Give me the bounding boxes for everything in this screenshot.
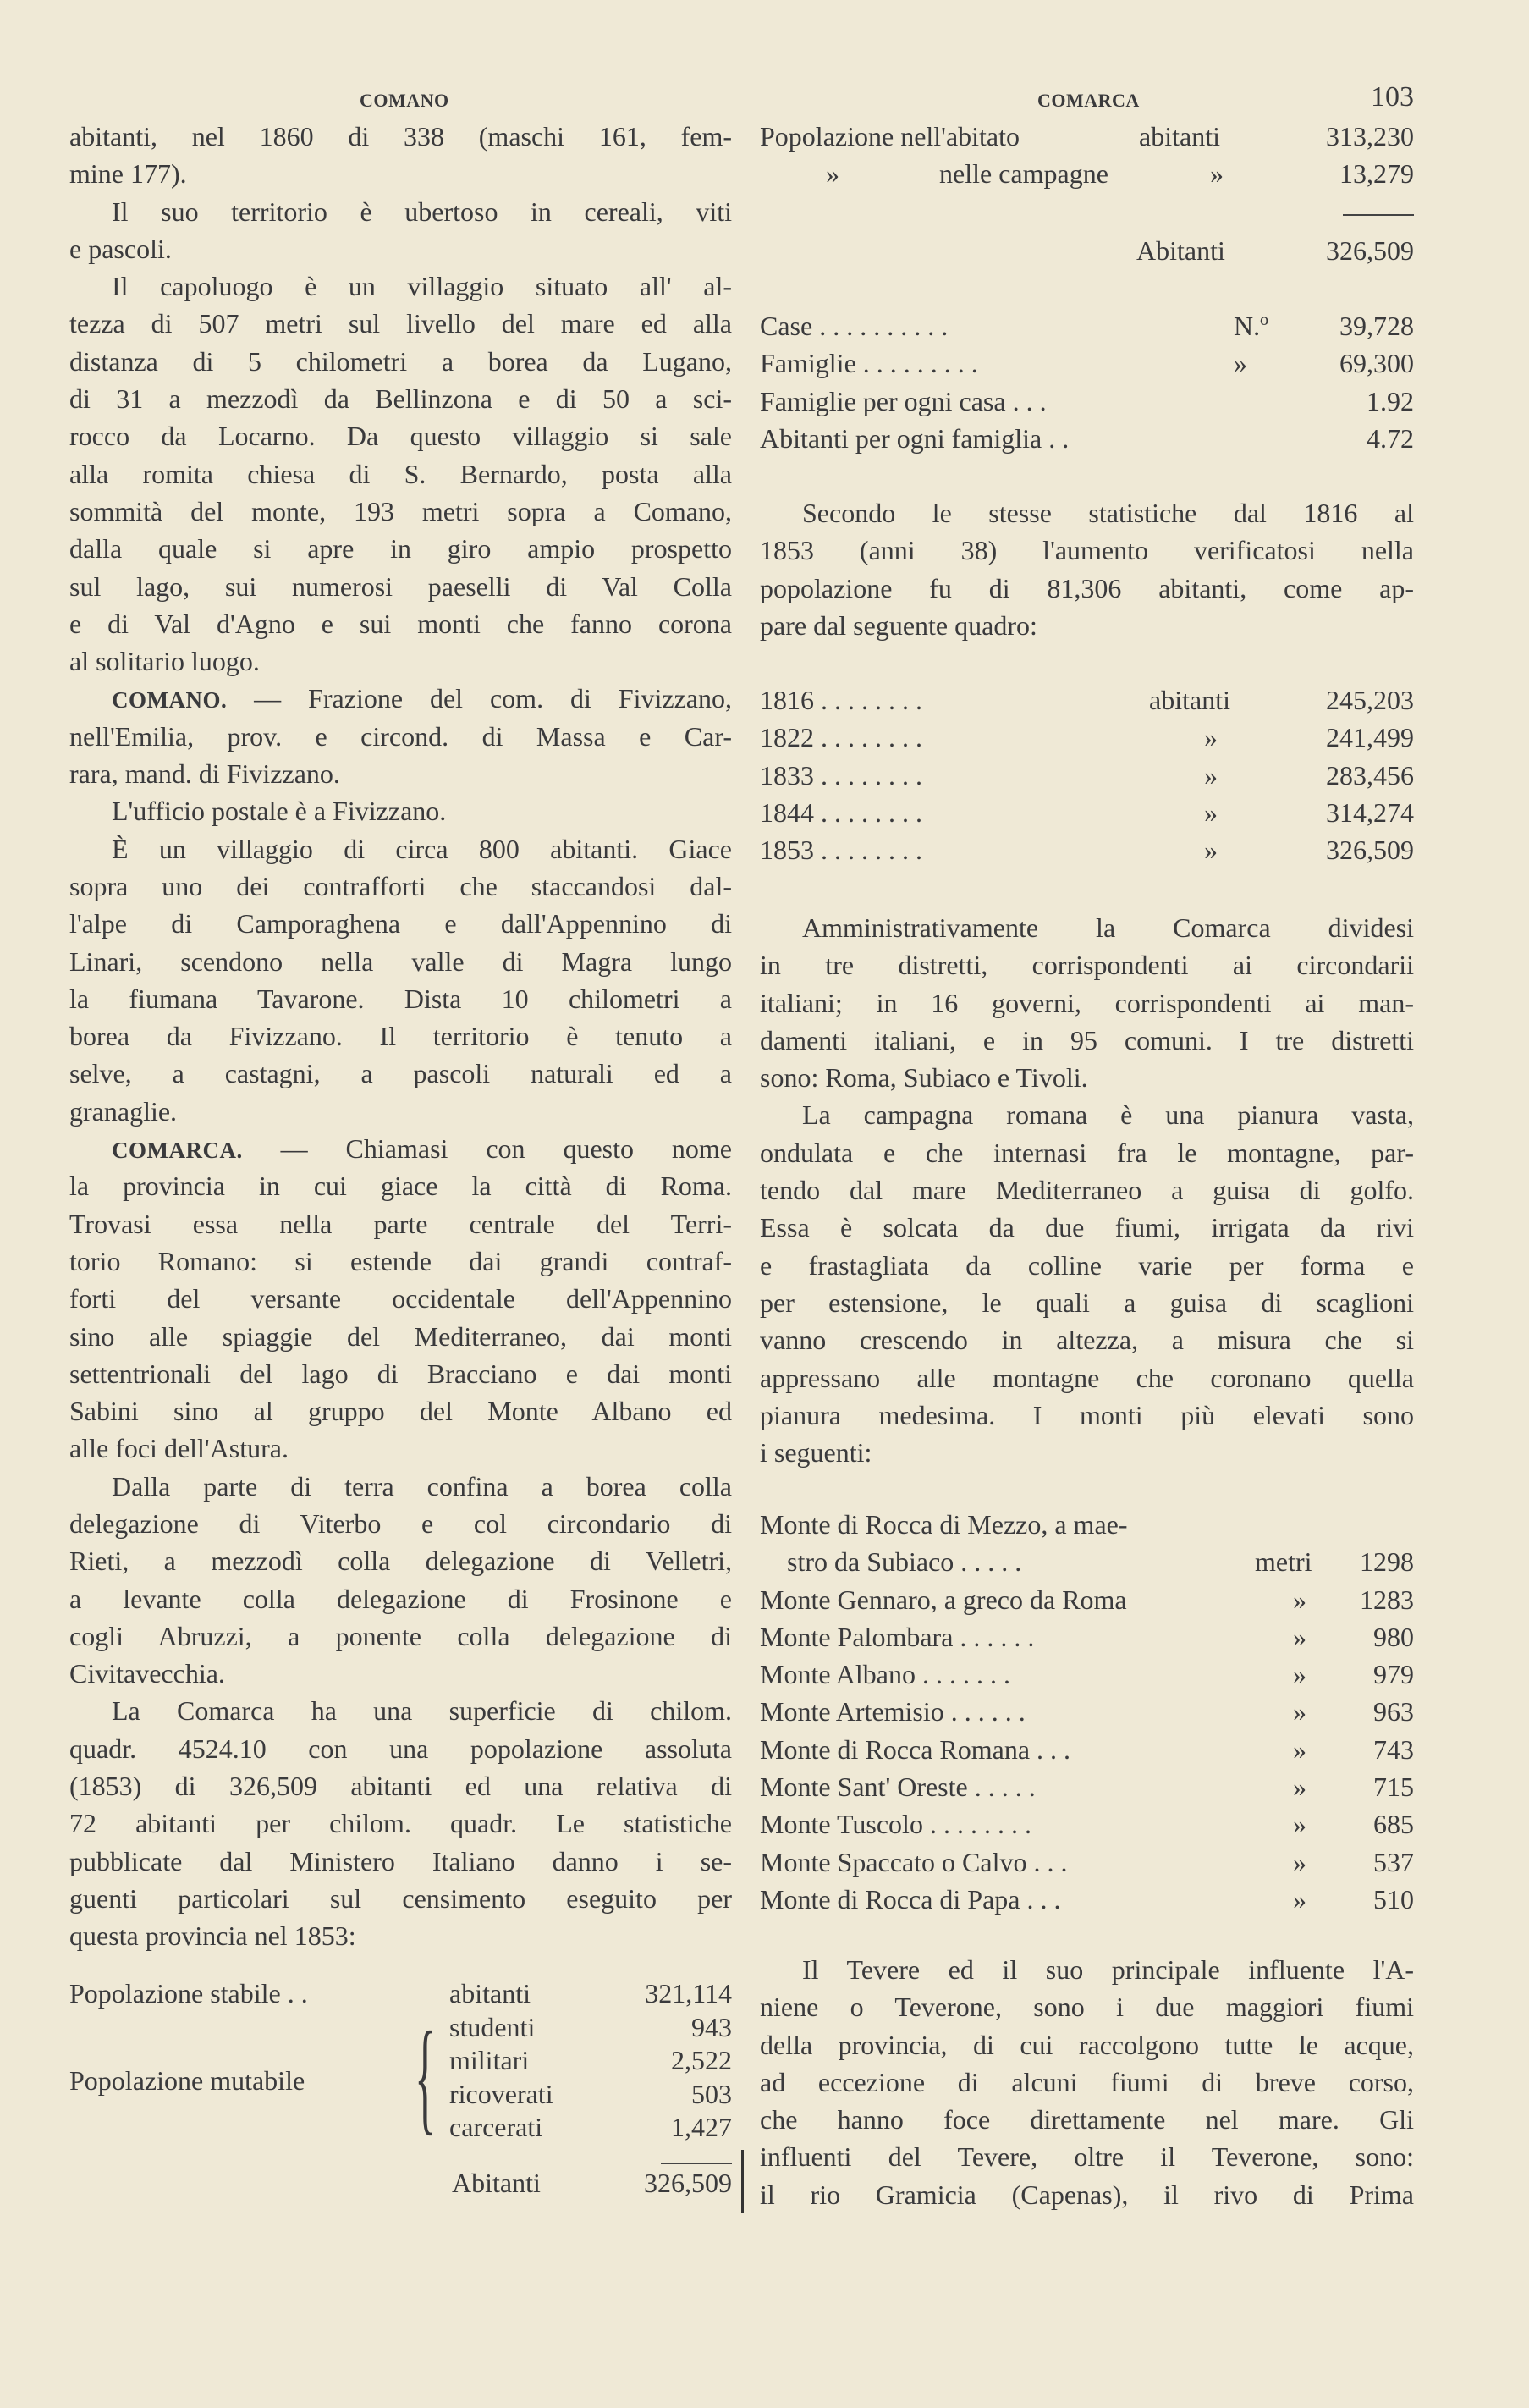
line-text: i seguenti:: [760, 1437, 872, 1468]
case-value: 39,728: [1339, 311, 1414, 341]
census-category: ricoverati: [449, 2078, 553, 2109]
abitato-unit: abitanti: [1139, 121, 1220, 152]
abitato-total-label: Abitanti: [1136, 235, 1225, 266]
campagne-unit: »: [1210, 158, 1224, 190]
abitato-label: Popolazione nell'abitato: [760, 121, 1020, 152]
line-text: Trovasi essa nella parte centrale del Terri-: [69, 1208, 732, 1239]
campagne-value: 13,279: [1339, 158, 1414, 190]
text-line: [69, 1880, 732, 1917]
mountain-row: [760, 1881, 1414, 1918]
text-line: [69, 568, 732, 605]
census-table: [69, 1977, 732, 2198]
year-label: 1822 . . . . . . . .: [760, 722, 922, 753]
line-text: questa provincia nel 1853:: [69, 1920, 356, 1952]
ditto-mark: »: [826, 158, 839, 190]
text-line: [760, 2176, 1414, 2213]
text-line: [760, 2026, 1414, 2064]
year-unit: »: [1204, 796, 1218, 828]
text-line: [69, 343, 732, 380]
text-line: [69, 455, 732, 493]
mountain-unit: »: [1293, 1696, 1306, 1727]
line-text: e frastagliata da colline varie per forma e: [760, 1249, 1414, 1281]
campagne-label: nelle campagne: [939, 158, 1108, 190]
text-line: [69, 605, 732, 642]
line-text: 72 abitanti per chilom. quadr. Le statistiche: [69, 1808, 732, 1839]
case-label: Famiglie per ogni casa . . .: [760, 385, 1047, 416]
text-line: [69, 1655, 732, 1692]
line-text: al solitario luogo.: [69, 646, 260, 677]
mountain-unit: »: [1293, 1584, 1306, 1615]
year-unit: »: [1204, 722, 1218, 753]
year-label: 1844 . . . . . . . .: [760, 796, 922, 828]
mountain-name: Monte Tuscolo . . . . . . . .: [760, 1809, 1031, 1840]
abitato-total-value: 326,509: [1326, 235, 1414, 266]
mountain-name: Monte Sant' Oreste . . . . .: [760, 1772, 1036, 1803]
case-value: 69,300: [1339, 348, 1414, 379]
text-line: [69, 118, 732, 155]
year-unit: »: [1204, 835, 1218, 866]
line-text: rara, mand. di Fivizzano.: [69, 758, 340, 790]
case-row: [760, 383, 1414, 420]
mountain-unit: »: [1293, 1733, 1306, 1765]
text-line: [69, 1017, 732, 1055]
line-text: sono: Roma, Subiaco e Tivoli.: [760, 1062, 1088, 1094]
line-text: ad eccezione di alcuni fiumi di breve corso,: [760, 2066, 1414, 2097]
line-text: italiani; in 16 governi, corrispondenti ai man-: [760, 987, 1414, 1018]
text-line: [69, 1392, 732, 1430]
year-unit: »: [1204, 759, 1218, 791]
line-text: il rio Gramicia (Capenas), il rivo di Prima: [760, 2179, 1414, 2210]
mountain-row: [760, 1843, 1414, 1881]
line-text: e di Val d'Agno e sui monti che fanno corona: [69, 608, 732, 639]
census-category: studenti: [449, 2011, 536, 2042]
line-text: niene o Teverone, sono i due maggiori fiumi: [760, 1992, 1414, 2023]
line-text: a levante colla delegazione di Frosinone e: [69, 1583, 732, 1614]
text-line: [69, 1692, 732, 1729]
text-line: [760, 909, 1414, 946]
line-text: della provincia, di cui raccolgono tutte le acque,: [760, 2029, 1414, 2060]
abitato-table: [760, 118, 1414, 266]
mountain-unit: metri: [1255, 1546, 1312, 1578]
text-line: [760, 570, 1414, 607]
mountain-unit: »: [1293, 1883, 1306, 1915]
year-row: [760, 831, 1414, 868]
mountain-height: 685: [1373, 1809, 1414, 1840]
years-table: [760, 681, 1414, 868]
mountain-row: [760, 1581, 1414, 1618]
line-text: distanza di 5 chilometri a borea da Lugano,: [69, 345, 732, 377]
line-text: 1853 (anni 38) l'aumento verificatosi nella: [760, 535, 1414, 566]
case-label: Abitanti per ogni famiglia . .: [760, 422, 1070, 454]
brace-icon: {: [415, 2006, 437, 2146]
line-text: tendo dal mare Mediterraneo a guisa di golfo.: [760, 1175, 1414, 1206]
text-line: [760, 1171, 1414, 1209]
line-text: pubblicate dal Ministero Italiano danno i se-: [69, 1845, 732, 1876]
line-text: Amministrativamente la Comarca dividesi: [802, 912, 1414, 943]
line-text: abitanti, nel 1860 di 338 (maschi 161, fem-: [69, 121, 732, 152]
text-line: [69, 230, 732, 267]
case-label: Famiglie . . . . . . . . .: [760, 348, 978, 379]
column-divider: [741, 2150, 744, 2213]
text-line: [760, 1247, 1414, 1284]
text-line: [69, 1917, 732, 1954]
census-value: 943: [691, 2011, 732, 2042]
year-label: 1833 . . . . . . . .: [760, 759, 922, 791]
year-value: 314,274: [1326, 796, 1414, 828]
line-text: damenti italiani, e in 95 comuni. I tre distretti: [760, 1024, 1414, 1055]
abitato-value: 313,230: [1326, 121, 1414, 152]
mountain-height: 510: [1373, 1883, 1414, 1915]
line-text: per estensione, le quali a guisa di scaglioni: [760, 1287, 1414, 1318]
mountain-height: 743: [1373, 1733, 1414, 1765]
text-line: [69, 1205, 732, 1243]
text-line: [760, 1951, 1414, 1988]
mountain-height: 979: [1373, 1659, 1414, 1690]
line-text: la fiumana Tavarone. Dista 10 chilometri a: [69, 983, 732, 1014]
text-line: [760, 494, 1414, 532]
census-row: [69, 2011, 732, 2045]
line-text: — Frazione del com. di Fivizzano,: [227, 683, 732, 714]
line-text: Essa è solcata da due fiumi, irrigata da rivi: [760, 1212, 1414, 1243]
line-text: l'alpe di Camporaghena e dall'Appennino di: [69, 908, 732, 940]
line-text: Civitavecchia.: [69, 1658, 225, 1689]
line-text: e pascoli.: [69, 233, 172, 264]
line-text: È un villaggio di circa 800 abitanti. Giace: [112, 833, 732, 864]
line-text: vanno crescendo in altezza, a misura che si: [760, 1325, 1414, 1356]
line-text: popolazione fu di 81,306 abitanti, come ap-: [760, 572, 1414, 603]
mountain-height: 1283: [1360, 1584, 1414, 1615]
census-mutabile-label: Popolazione mutabile: [69, 2065, 305, 2096]
text-line: [760, 946, 1414, 984]
case-unit: N.º: [1234, 311, 1269, 341]
text-line: [69, 1318, 732, 1355]
text-line: [69, 1843, 732, 1880]
entry-headword: COMANO.: [112, 687, 228, 714]
year-label: 1816 . . . . . . . .: [760, 685, 922, 715]
year-row: [760, 757, 1414, 794]
line-text: mine 177).: [69, 158, 187, 190]
text-line: [69, 493, 732, 530]
line-text: la provincia in cui giace la città di Roma.: [69, 1171, 732, 1202]
case-row: [760, 420, 1414, 457]
text-line: [69, 1243, 732, 1280]
line-text: La campagna romana è una pianura vasta,: [802, 1099, 1414, 1131]
text-line: [760, 1096, 1414, 1133]
text-line: [760, 1059, 1414, 1096]
mountain-unit: »: [1293, 1659, 1306, 1690]
year-value: 245,203: [1326, 685, 1414, 715]
case-row: [760, 344, 1414, 382]
mountain-row: [760, 1768, 1414, 1805]
census-total-value: 326,509: [644, 2168, 732, 2198]
line-text: appressano alle montagne che coronano quella: [760, 1362, 1414, 1393]
text-line: [760, 1359, 1414, 1397]
text-line: [760, 1434, 1414, 1471]
text-line: [69, 155, 732, 192]
line-text: forti del versante occidentale dell'Appennino: [69, 1283, 732, 1314]
census-row-stabile: [69, 1977, 732, 2011]
case-unit: »: [1234, 348, 1247, 379]
text-line: [760, 1988, 1414, 2025]
mountain-name: Monte Artemisio . . . . . .: [760, 1696, 1026, 1727]
text-line: [69, 1617, 732, 1655]
text-line: [69, 755, 732, 792]
year-value: 283,456: [1326, 759, 1414, 791]
text-line: [760, 1134, 1414, 1171]
line-text: ondulata e che internasi fra le montagne, par-: [760, 1137, 1414, 1168]
abitato-row: [760, 118, 1414, 155]
mountain-name: Monte di Rocca di Papa . . .: [760, 1883, 1061, 1915]
line-text: pianura medesima. I monti più elevati sono: [760, 1399, 1414, 1430]
line-text: torio Romano: si estende dai grandi contraf-: [69, 1245, 732, 1276]
text-line: [69, 530, 732, 567]
line-text: sopra uno dei contrafforti che staccandosi dal-: [69, 870, 732, 901]
mountain-name: Monte Albano . . . . . . .: [760, 1659, 1010, 1690]
census-total-row: [69, 2164, 732, 2201]
text-line: [69, 1730, 732, 1767]
line-text: Il Tevere ed il suo principale influente l'A-: [802, 1954, 1414, 1985]
text-line: [69, 1468, 732, 1505]
text-line: [69, 1093, 732, 1130]
line-text: settentrionali del lago di Bracciano e dai monti: [69, 1358, 732, 1389]
line-text: nell'Emilia, prov. e circond. di Massa e Car-: [69, 720, 732, 752]
text-line: [69, 193, 732, 230]
mountain-row: [760, 1618, 1414, 1656]
mountain-name: Monte di Rocca Romana . . .: [760, 1733, 1071, 1765]
line-text: tezza di 507 metri sul livello del mare ed alla: [69, 308, 732, 339]
case-table: [760, 307, 1414, 457]
mountain-row: [760, 1731, 1414, 1768]
line-text: Il suo territorio è ubertoso in cereali, viti: [112, 196, 732, 227]
line-text: — Chiamasi con questo nome: [242, 1133, 732, 1165]
text-line: [69, 1505, 732, 1542]
text-line: [760, 1022, 1414, 1059]
line-text: L'ufficio postale è a Fivizzano.: [112, 796, 447, 827]
text-line: [69, 1767, 732, 1805]
right-mid-text: [760, 909, 1414, 1471]
year-row: [760, 794, 1414, 831]
left-column-text: [69, 118, 732, 1955]
line-text: La Comarca ha una superficie di chilom.: [112, 1695, 732, 1727]
text-line: [760, 1397, 1414, 1434]
line-text: cogli Abruzzi, a ponente colla delegazione di: [69, 1620, 732, 1651]
census-category: militari: [449, 2045, 530, 2075]
mountain-unit: »: [1293, 1772, 1306, 1803]
text-line: [69, 830, 732, 868]
line-text: alle foci dell'Astura.: [69, 1433, 289, 1464]
line-text: Dalla parte di terra confina a borea colla: [112, 1470, 732, 1502]
line-text: Linari, scendono nella valle di Magra lungo: [69, 945, 732, 977]
mountain-unit: »: [1293, 1809, 1306, 1840]
secondo-paragraph: [760, 494, 1414, 644]
line-text: pare dal seguente quadro:: [760, 609, 1037, 641]
census-row: [69, 2111, 732, 2145]
year-row: [760, 681, 1414, 719]
census-stabile-value: 321,114: [645, 1978, 732, 2009]
text-line: [69, 1430, 732, 1467]
census-stabile-unit: abitanti: [449, 1978, 531, 2009]
line-text: granaglie.: [69, 1095, 178, 1127]
mountain-row: [760, 1543, 1414, 1580]
mountain-unit: »: [1293, 1846, 1306, 1877]
mountain-name: Monte Gennaro, a greco da Roma: [760, 1584, 1127, 1615]
mountains-intro: Monte di Rocca di Mezzo, a mae-: [760, 1509, 1128, 1540]
year-unit: abitanti: [1149, 685, 1230, 715]
case-value: 1.92: [1367, 385, 1414, 416]
text-line: [69, 792, 732, 829]
case-value: 4.72: [1367, 422, 1414, 454]
census-stabile-label: Popolazione stabile . .: [69, 1978, 308, 2009]
text-line: [69, 680, 732, 717]
census-value: 1,427: [671, 2112, 732, 2142]
text-line: [760, 2101, 1414, 2138]
census-total-label: Abitanti: [452, 2168, 541, 2198]
line-text: borea da Fivizzano. Il territorio è tenuto a: [69, 1021, 732, 1052]
text-line: [760, 607, 1414, 644]
mountains-table: [760, 1506, 1414, 1918]
census-value: 2,522: [671, 2045, 732, 2075]
mountain-row: [760, 1805, 1414, 1843]
case-row: [760, 307, 1414, 344]
text-line: [69, 417, 732, 455]
line-text: rocco da Locarno. Da questo villaggio si sale: [69, 421, 732, 452]
campagne-row: [760, 155, 1414, 192]
sum-rule: [1343, 214, 1414, 216]
text-line: [69, 1355, 732, 1392]
text-line: [69, 1542, 732, 1579]
census-category: carcerati: [449, 2112, 543, 2142]
mountain-unit: »: [1293, 1621, 1306, 1652]
text-line: [760, 2138, 1414, 2175]
mountain-height: 715: [1373, 1772, 1414, 1803]
text-line: [69, 1280, 732, 1317]
mountain-height: 1298: [1360, 1546, 1414, 1578]
text-line: [69, 1805, 732, 1842]
running-head-left: COMANO: [360, 90, 449, 111]
mountain-row: [760, 1656, 1414, 1693]
year-value: 241,499: [1326, 722, 1414, 753]
line-text: di 31 a mezzodì da Bellinzona e di 50 a sci-: [69, 383, 732, 415]
line-text: sommità del monte, 193 metri sopra a Comano,: [69, 495, 732, 526]
text-line: [69, 943, 732, 980]
text-line: [69, 305, 732, 342]
text-line: [760, 1321, 1414, 1358]
line-text: che hanno foce direttamente nel mare. Gli: [760, 2104, 1414, 2135]
page-number: 103: [1371, 81, 1414, 113]
line-text: Sabini sino al gruppo del Monte Albano ed: [69, 1396, 732, 1427]
mountain-name: stro da Subiaco . . . . .: [787, 1546, 1022, 1578]
line-text: Rieti, a mezzodì colla delegazione di Velletri,: [69, 1546, 732, 1577]
line-text: sul lago, sui numerosi paeselli di Val Colla: [69, 570, 732, 602]
line-text: sino alle spiaggie del Mediterraneo, dai monti: [69, 1320, 732, 1352]
line-text: delegazione di Viterbo e col circondario di: [69, 1507, 732, 1539]
mountain-name: Monte Palombara . . . . . .: [760, 1621, 1035, 1652]
line-text: in tre distretti, corrispondenti ai circondarii: [760, 950, 1414, 981]
line-text: Secondo le stesse statistiche dal 1816 al: [802, 498, 1414, 528]
mountain-height: 537: [1373, 1846, 1414, 1877]
text-line: [69, 980, 732, 1017]
text-line: [760, 1209, 1414, 1246]
year-value: 326,509: [1326, 835, 1414, 866]
text-line: [69, 1130, 732, 1167]
line-text: alla romita chiesa di S. Bernardo, posta alla: [69, 458, 732, 489]
abitato-total-row: [760, 232, 1414, 269]
mountains-intro-row: [760, 1506, 1414, 1543]
mountain-name: Monte Spaccato o Calvo . . .: [760, 1846, 1068, 1877]
entry-headword: COMARCA.: [112, 1138, 243, 1164]
line-text: quadr. 4524.10 con una popolazione assoluta: [69, 1733, 732, 1764]
tevere-paragraph: [760, 1951, 1414, 2213]
line-text: selve, a castagni, a pascoli naturali ed a: [69, 1058, 732, 1089]
text-line: [760, 532, 1414, 569]
text-line: [69, 905, 732, 942]
case-label: Case . . . . . . . . . .: [760, 311, 949, 341]
mountain-height: 980: [1373, 1621, 1414, 1652]
line-text: guenti particolari sul censimento eseguito per: [69, 1882, 732, 1914]
mountain-row: [760, 1693, 1414, 1730]
line-text: Il capoluogo è un villaggio situato all' al-: [112, 271, 732, 302]
text-line: [69, 1055, 732, 1092]
line-text: dalla quale si apre in giro ampio prospetto: [69, 533, 732, 565]
mountain-height: 963: [1373, 1696, 1414, 1727]
text-line: [69, 267, 732, 305]
text-line: [760, 1284, 1414, 1321]
running-head-right: COMARCA: [1037, 90, 1140, 111]
text-line: [760, 2064, 1414, 2101]
mountain-rows: [760, 1543, 1414, 1918]
line-text: (1853) di 326,509 abitanti ed una relativa di: [69, 1771, 732, 1802]
text-line: [69, 380, 732, 417]
text-line: [760, 984, 1414, 1022]
text-line: [69, 1580, 732, 1617]
census-value: 503: [691, 2078, 732, 2109]
text-line: [69, 868, 732, 905]
year-row: [760, 719, 1414, 756]
line-text: influenti del Tevere, oltre il Teverone, sono:: [760, 2141, 1414, 2173]
text-line: [69, 718, 732, 755]
text-line: [69, 642, 732, 680]
text-line: [69, 1167, 732, 1204]
year-label: 1853 . . . . . . . .: [760, 835, 922, 866]
